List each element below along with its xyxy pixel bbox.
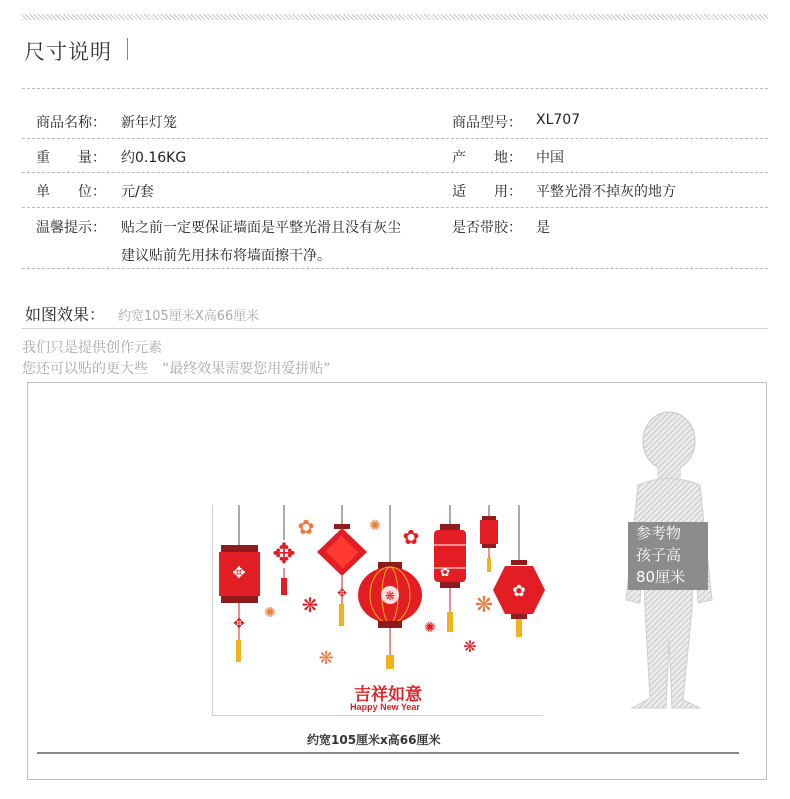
plum-blossom-icon: ✿ [297, 515, 315, 539]
snowflake-icon: ✺ [264, 605, 276, 621]
svg-text:✿: ✿ [439, 565, 451, 579]
spec-unit-value: 元/套 [121, 184, 154, 200]
tall-lantern-icon [434, 505, 466, 632]
spec-usage-label: 适 用： [452, 184, 522, 200]
hexagon-lantern-icon [493, 505, 545, 637]
svg-text:✥: ✥ [336, 586, 348, 600]
reference-line3: 80厘米 [636, 568, 686, 586]
sticker-text-cn: 吉祥如意 [354, 685, 422, 705]
page-title: 尺寸说明 [24, 40, 112, 64]
spec-model-value: XL707 [536, 112, 581, 128]
spec-name-label: 商品名称： [36, 115, 106, 131]
svg-text:✥: ✥ [272, 537, 296, 570]
diamond-lantern-icon [317, 505, 367, 626]
spec-unit-label: 单 位： [36, 184, 106, 200]
effect-title: 如图效果： [25, 305, 106, 324]
effect-note-line2: 您还可以贴的更大些 “最终效果需要您用爱拼贴” [22, 361, 331, 377]
reference-line1: 参考物 [636, 524, 682, 542]
snowflake-icon: ❋ [318, 648, 334, 669]
effect-size-note: 约宽105厘米X高66厘米 [118, 309, 260, 324]
spec-glue-value: 是 [536, 220, 550, 236]
cylinder-lantern-icon [219, 505, 260, 662]
snowflake-icon: ❋ [301, 593, 319, 617]
spec-model-label: 商品型号： [452, 115, 522, 131]
snowflake-icon: ✺ [424, 620, 436, 636]
reference-line2: 孩子高 [636, 546, 682, 564]
preview-caption: 约宽105厘米x高66厘米 [307, 733, 441, 747]
spec-tip-line1: 贴之前一定要保证墙面是平整光滑且没有灰尘 [121, 220, 401, 236]
snowflake-icon: ❋ [463, 637, 477, 656]
spec-origin-label: 产 地： [452, 150, 522, 166]
spec-tip-line2: 建议贴前先用抹布将墙面擦干净。 [121, 248, 331, 264]
caption-divider [37, 752, 739, 754]
spec-weight-label: 重 量： [36, 150, 106, 166]
sticker-text-en: Happy New Year [350, 702, 420, 712]
svg-text:✥: ✥ [233, 616, 245, 632]
reference-label [628, 522, 708, 590]
spec-glue-label: 是否带胶： [452, 220, 522, 236]
snowflake-icon: ❋ [474, 593, 494, 618]
spec-origin-value: 中国 [536, 150, 564, 166]
effect-note-line1: 我们只是提供创作元素 [22, 340, 162, 356]
spec-name-value: 新年灯笼 [121, 115, 177, 131]
spec-tip-label: 温馨提示： [36, 220, 106, 236]
chinese-knot-icon [272, 505, 295, 595]
spec-weight-value: 约0.16KG [121, 150, 187, 166]
svg-text:✿: ✿ [512, 581, 526, 600]
small-lantern-icon [480, 505, 498, 572]
svg-text:❋: ❋ [384, 589, 396, 603]
snowflake-icon: ✺ [369, 518, 381, 534]
svg-text:✥: ✥ [232, 563, 246, 582]
spec-usage-value: 平整光滑不掉灰的地方 [536, 184, 676, 200]
plum-blossom-icon: ✿ [402, 525, 420, 549]
